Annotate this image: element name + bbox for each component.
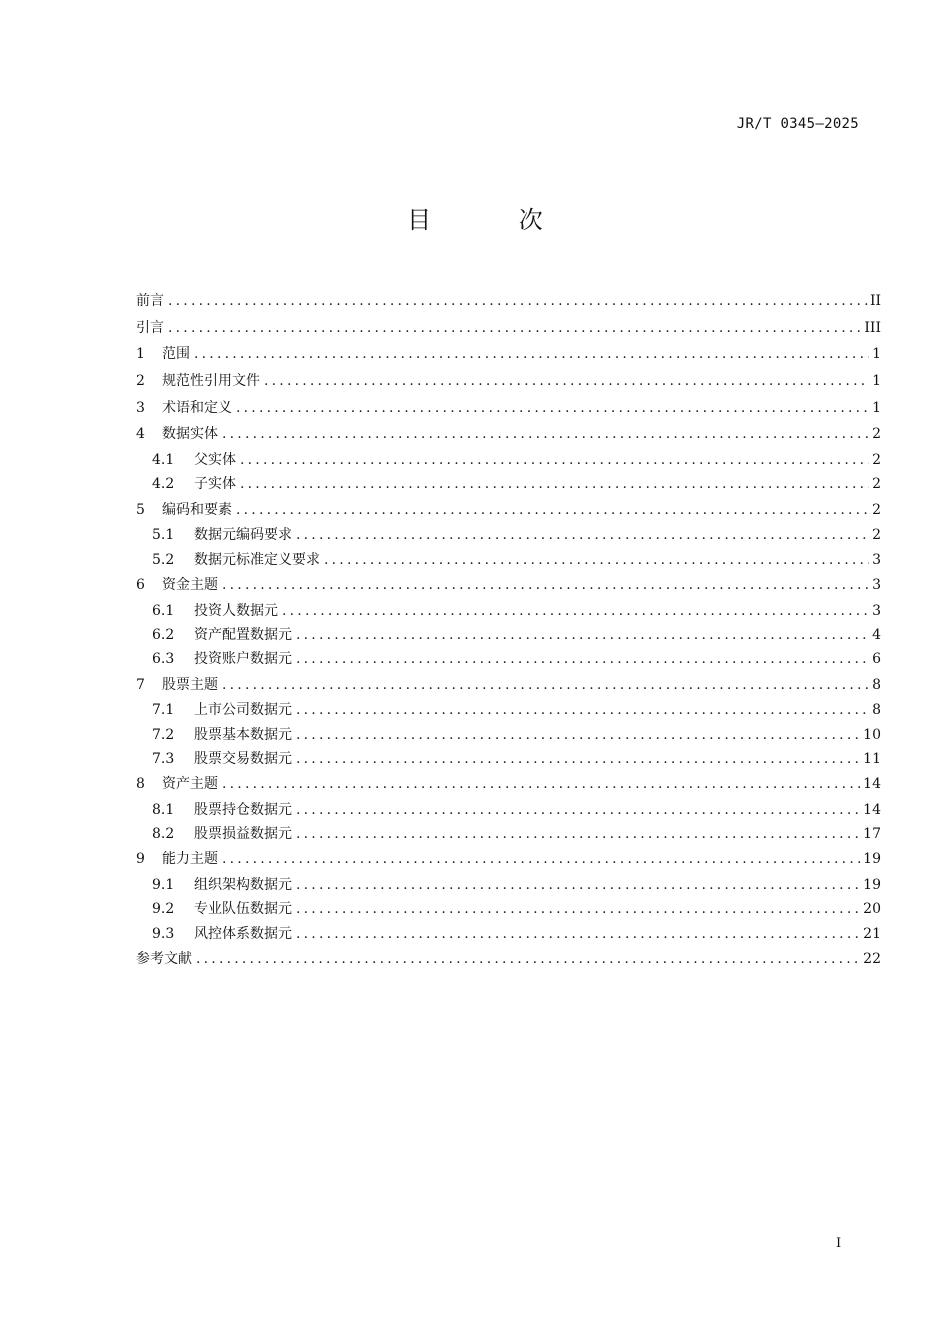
toc-entry[interactable] (136, 698, 881, 722)
toc-entry-title: 投资账户数据元 (194, 651, 292, 668)
toc-entry-number: 6.3 (152, 651, 175, 668)
toc-entry-number: 8.2 (152, 826, 175, 843)
toc-entry-page: 1 (872, 373, 881, 390)
toc-leader-dots (222, 846, 861, 873)
toc-entry[interactable] (136, 747, 881, 771)
toc-entry-number: 2 (136, 373, 145, 390)
toc-entry[interactable] (136, 341, 881, 368)
toc-leader-dots (296, 822, 861, 846)
toc-entry-page: 1 (872, 346, 881, 363)
toc-entry-number: 6.2 (152, 626, 175, 643)
toc-entry-title: 范围 (162, 346, 190, 363)
toc-entry-page: 3 (872, 551, 881, 568)
toc-entry-title: 资产主题 (162, 776, 218, 793)
toc-entry-title: 专业队伍数据元 (194, 901, 292, 918)
toc-entry-page: 2 (872, 527, 881, 544)
toc-entry-title: 数据元标准定义要求 (194, 551, 320, 568)
toc-entry-number: 8.1 (152, 801, 175, 818)
toc-entry-number: 4.1 (152, 452, 175, 469)
toc-leader-dots (222, 421, 869, 448)
toc-leader-dots (222, 672, 869, 699)
toc-entry-number: 9 (136, 851, 145, 868)
toc-leader-dots (324, 548, 869, 572)
toc-entry-title: 组织架构数据元 (194, 877, 292, 894)
toc-entry-page: 10 (863, 726, 881, 743)
toc-entry[interactable] (136, 647, 881, 671)
toc-entry-title: 引言 (136, 319, 164, 336)
page-title: 目 次 (407, 206, 583, 234)
toc-entry-number: 6.1 (152, 602, 175, 619)
toc-entry-page: 11 (863, 750, 881, 767)
toc-entry-number: 9.2 (152, 901, 175, 918)
standard-code: JR/T 0345—2025 (736, 116, 859, 132)
toc-entry-title: 参考文献 (136, 951, 192, 968)
toc-entry[interactable] (136, 599, 881, 623)
toc-leader-dots (296, 873, 861, 897)
toc-leader-dots (296, 922, 861, 946)
toc-entry-title: 编码和要素 (162, 501, 232, 518)
toc-entry-title: 规范性引用文件 (162, 373, 260, 390)
toc-entry-page: 17 (863, 826, 881, 843)
toc-entry-page: 3 (872, 602, 881, 619)
toc-entry[interactable] (136, 572, 881, 599)
toc-entry-page: 22 (863, 951, 881, 968)
toc-leader-dots (240, 448, 869, 472)
toc-entry-title: 术语和定义 (162, 399, 232, 416)
toc-entry[interactable] (136, 946, 881, 973)
toc-leader-dots (236, 497, 869, 524)
toc-entry-page: 2 (872, 452, 881, 469)
toc-entry[interactable] (136, 798, 881, 822)
toc-entry-title: 股票持仓数据元 (194, 801, 292, 818)
toc-entry-number: 1 (136, 346, 145, 363)
toc-leader-dots (296, 897, 861, 921)
toc-leader-dots (240, 472, 869, 496)
toc-leader-dots (296, 798, 861, 822)
toc-entry-page: III (864, 319, 881, 336)
toc-leader-dots (168, 315, 862, 342)
toc-entry-page: 19 (863, 851, 881, 868)
toc-leader-dots (296, 647, 869, 671)
toc-entry-number: 7.2 (152, 726, 175, 743)
toc-leader-dots (264, 368, 869, 395)
toc-entry-title: 数据元编码要求 (194, 527, 292, 544)
toc-entry[interactable] (136, 315, 881, 342)
toc-entry[interactable] (136, 395, 881, 422)
toc-entry[interactable] (136, 822, 881, 846)
toc-entry-number: 8 (136, 776, 145, 793)
toc-entry[interactable] (136, 448, 881, 472)
toc-leader-dots (296, 747, 861, 771)
toc-entry-title: 前言 (136, 293, 164, 309)
toc-entry-title: 能力主题 (162, 851, 218, 868)
toc-entry-page: 2 (872, 476, 881, 493)
toc-entry-page: 2 (872, 501, 881, 518)
toc-entry-page: 2 (872, 426, 881, 443)
toc-leader-dots (282, 599, 869, 623)
toc-leader-dots (222, 572, 869, 599)
toc-entry-title: 投资人数据元 (194, 602, 278, 619)
toc-entry[interactable] (136, 623, 881, 647)
toc-entry-page: 4 (872, 626, 881, 643)
toc-entry[interactable] (136, 421, 881, 448)
toc-entry[interactable] (136, 368, 881, 395)
toc-entry-number: 4 (136, 426, 145, 443)
toc-entry-title: 股票基本数据元 (194, 726, 292, 743)
toc-entry-number: 9.1 (152, 877, 175, 894)
toc-entry-number: 6 (136, 577, 145, 593)
toc-leader-dots (296, 723, 861, 747)
toc-entry-page: 20 (863, 901, 881, 918)
toc-entry[interactable] (136, 897, 881, 921)
toc-entry[interactable] (136, 846, 881, 873)
toc-entry[interactable] (136, 288, 881, 315)
toc-entry[interactable] (136, 723, 881, 747)
toc-entry-number: 7.3 (152, 750, 175, 767)
toc-entry[interactable] (136, 523, 881, 547)
toc-entry-number: 4.2 (152, 476, 175, 493)
footer-page-number: I (836, 1236, 842, 1251)
toc-entry[interactable] (136, 497, 881, 524)
toc-entry-page: 8 (872, 676, 881, 693)
toc-entry-page: 14 (863, 801, 881, 818)
toc-entry-title: 资产配置数据元 (194, 626, 292, 643)
toc-entry-number: 7.1 (152, 702, 175, 719)
toc-entry-title: 股票交易数据元 (194, 750, 292, 767)
toc-entry-title: 父实体 (194, 452, 236, 469)
toc-entry-title: 数据实体 (162, 426, 218, 443)
toc-entry-title: 资金主题 (162, 577, 218, 593)
toc-entry-number: 5 (136, 501, 145, 518)
toc-entry-page: 21 (863, 925, 881, 942)
toc-leader-dots (296, 523, 869, 547)
toc-entry-page: II (869, 293, 881, 309)
toc-entry-number: 9.3 (152, 925, 175, 942)
toc-entry-title: 风控体系数据元 (194, 925, 292, 942)
toc-leader-dots (296, 698, 869, 722)
toc-entry-title: 股票主题 (162, 676, 218, 693)
toc-entry[interactable] (136, 472, 881, 496)
toc-entry-page: 8 (872, 702, 881, 719)
toc-entry[interactable] (136, 873, 881, 897)
toc-entry-page: 3 (872, 577, 881, 593)
toc-entry-page: 19 (863, 877, 881, 894)
toc-entry-number: 3 (136, 399, 145, 416)
toc-leader-dots (196, 946, 861, 973)
toc-entry[interactable] (136, 922, 881, 946)
toc-entry-number: 7 (136, 676, 145, 693)
toc-entry-title: 上市公司数据元 (194, 702, 292, 719)
toc-leader-dots (296, 623, 869, 647)
toc-entry[interactable] (136, 771, 881, 798)
toc-entry-title: 股票损益数据元 (194, 826, 292, 843)
toc-leader-dots (168, 288, 868, 315)
toc-entry[interactable] (136, 672, 881, 699)
table-of-contents (136, 288, 881, 973)
toc-leader-dots (194, 341, 869, 368)
toc-entry-page: 14 (863, 776, 881, 793)
toc-entry-page: 1 (872, 399, 881, 416)
toc-entry[interactable] (136, 548, 881, 572)
toc-leader-dots (222, 771, 861, 798)
toc-leader-dots (236, 395, 869, 422)
toc-entry-number: 5.2 (152, 551, 175, 568)
toc-entry-page: 6 (872, 651, 881, 668)
toc-entry-number: 5.1 (152, 527, 175, 544)
toc-entry-title: 子实体 (194, 476, 236, 493)
